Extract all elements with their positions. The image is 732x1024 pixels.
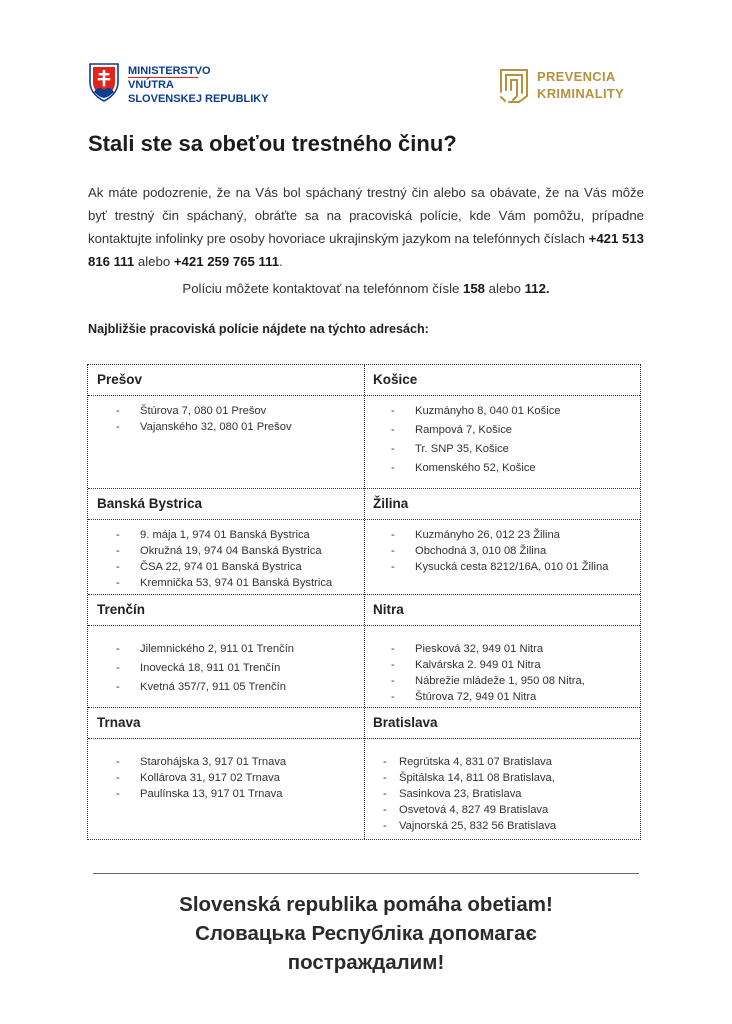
address-item: - Inovecká 18, 911 01 Trenčín	[116, 662, 281, 674]
address-item: - Kremnička 53, 974 01 Banská Bystrica	[116, 577, 333, 589]
footer-message	[0, 890, 732, 977]
address-item: - Paulínska 13, 917 01 Trnava	[116, 788, 283, 800]
table-column-divider	[364, 365, 365, 839]
infoline-phone-2: +421 259 765 111	[173, 254, 280, 269]
region-nitra: Nitra	[373, 602, 404, 617]
address-item: - Kvetná 357/7, 911 05 Trenčín	[116, 681, 286, 693]
ministry-name	[128, 64, 269, 106]
address-item: - Komenského 52, Košice	[391, 462, 536, 474]
ministry-line-2: VNÚTRA	[128, 79, 174, 91]
footer-line-ukrainian-2: постраждалим!	[287, 951, 445, 974]
police-contact-line	[0, 281, 732, 296]
table-divider	[88, 519, 640, 520]
address-item: - Kalvárska 2. 949 01 Nitra	[391, 659, 541, 671]
slovak-coat-of-arms-icon	[88, 62, 120, 102]
intro-text-3: .	[279, 254, 283, 269]
police-number-112: 112.	[524, 281, 550, 296]
region-bratislava: Bratislava	[373, 715, 438, 730]
table-divider	[88, 625, 640, 626]
address-item: - Sasinkova 23, Bratislava	[383, 788, 522, 800]
footer-line-ukrainian-1: Словацька Республіка допомагає	[195, 922, 537, 945]
region-presov: Prešov	[97, 372, 143, 387]
prevention-name	[537, 68, 624, 102]
intro-text-2: alebo	[134, 254, 174, 269]
address-item: - Kuzmányho 8, 040 01 Košice	[391, 405, 561, 417]
table-divider	[88, 738, 640, 739]
address-item: - Štúrova 72, 949 01 Nitra	[391, 691, 537, 703]
address-item: - 9. mája 1, 974 01 Banská Bystrica	[116, 529, 310, 541]
address-item: - Okružná 19, 974 04 Banská Bystrica	[116, 545, 322, 557]
intro-paragraph	[88, 181, 644, 273]
prevention-logo	[497, 62, 657, 110]
intro-text-1: Ak máte podozrenie, že na Vás bol spáchaný trestný čin alebo sa obávate, že na Vás môže byť trestný čin spáchaný, obráťte sa na pracoviská polície, kde Vám pomôžu, prípadne kontaktujte infolinky pre osoby hovoriace ukrajinským jazykom na telefónnych číslach	[88, 185, 644, 246]
region-kosice: Košice	[373, 372, 418, 387]
address-item: - Nábrežie mládeže 1, 950 08 Nitra,	[391, 675, 585, 687]
police-text-2: alebo	[485, 281, 525, 296]
address-item: - Piesková 32, 949 01 Nitra	[391, 643, 544, 655]
address-item: - Regrútska 4, 831 07 Bratislava	[383, 756, 552, 768]
addresses-subheading: Najbližšie pracoviská polície nájdete na týchto adresách:	[88, 322, 429, 336]
address-item: - Kollárova 31, 917 02 Trnava	[116, 772, 280, 784]
address-item: - Osvetová 4, 827 49 Bratislava	[383, 804, 549, 816]
address-item: - Starohájska 3, 917 01 Trnava	[116, 756, 287, 768]
region-trencin: Trenčín	[97, 602, 146, 617]
table-divider	[88, 395, 640, 396]
address-item: - Vajanského 32, 080 01 Prešov	[116, 421, 292, 433]
footer-divider	[93, 873, 639, 874]
address-item: - Obchodná 3, 010 08 Žilina	[391, 545, 547, 557]
page-title: Stali ste sa obeťou trestného činu?	[88, 131, 457, 156]
police-stations-table	[87, 364, 641, 840]
police-number-158: 158	[463, 281, 486, 296]
table-divider	[88, 707, 640, 708]
police-text-1: Políciu môžete kontaktovať na telefónnom čísle	[182, 281, 463, 296]
region-trnava: Trnava	[97, 715, 141, 730]
prevention-line-1: PREVENCIA	[537, 69, 616, 84]
footer-line-slovak: Slovenská republika pomáha obetiam!	[179, 893, 553, 916]
address-item: - Vajnorská 25, 832 56 Bratislava	[383, 820, 557, 832]
address-item: - Jilemnického 2, 911 01 Trenčín	[116, 643, 295, 655]
prevention-line-2: KRIMINALITY	[537, 86, 625, 101]
ministry-red-rule	[128, 77, 198, 78]
address-item: - Kysucká cesta 8212/16A, 010 01 Žilina	[391, 561, 609, 573]
address-item: - Štúrova 7, 080 01 Prešov	[116, 405, 267, 417]
address-item: - Tr. SNP 35, Košice	[391, 443, 509, 455]
fingerprint-icon	[497, 62, 531, 104]
region-zilina: Žilina	[373, 496, 409, 511]
infoline-phone-1: +421 513 816 111	[88, 231, 645, 269]
address-item: - Kuzmányho 26, 012 23 Žilina	[391, 529, 560, 541]
address-item: - Špitálska 14, 811 08 Bratislava,	[383, 772, 555, 784]
table-divider	[88, 488, 640, 489]
region-banska-bystrica: Banská Bystrica	[97, 496, 203, 511]
ministry-line-3: SLOVENSKEJ REPUBLIKY	[128, 93, 269, 105]
ministry-line-1: MINISTERSTVO	[128, 65, 211, 77]
header	[0, 0, 732, 120]
ministry-logo	[88, 62, 288, 114]
address-item: - ČSA 22, 974 01 Banská Bystrica	[116, 561, 302, 573]
address-item: - Rampová 7, Košice	[391, 424, 513, 436]
table-divider	[88, 594, 640, 595]
